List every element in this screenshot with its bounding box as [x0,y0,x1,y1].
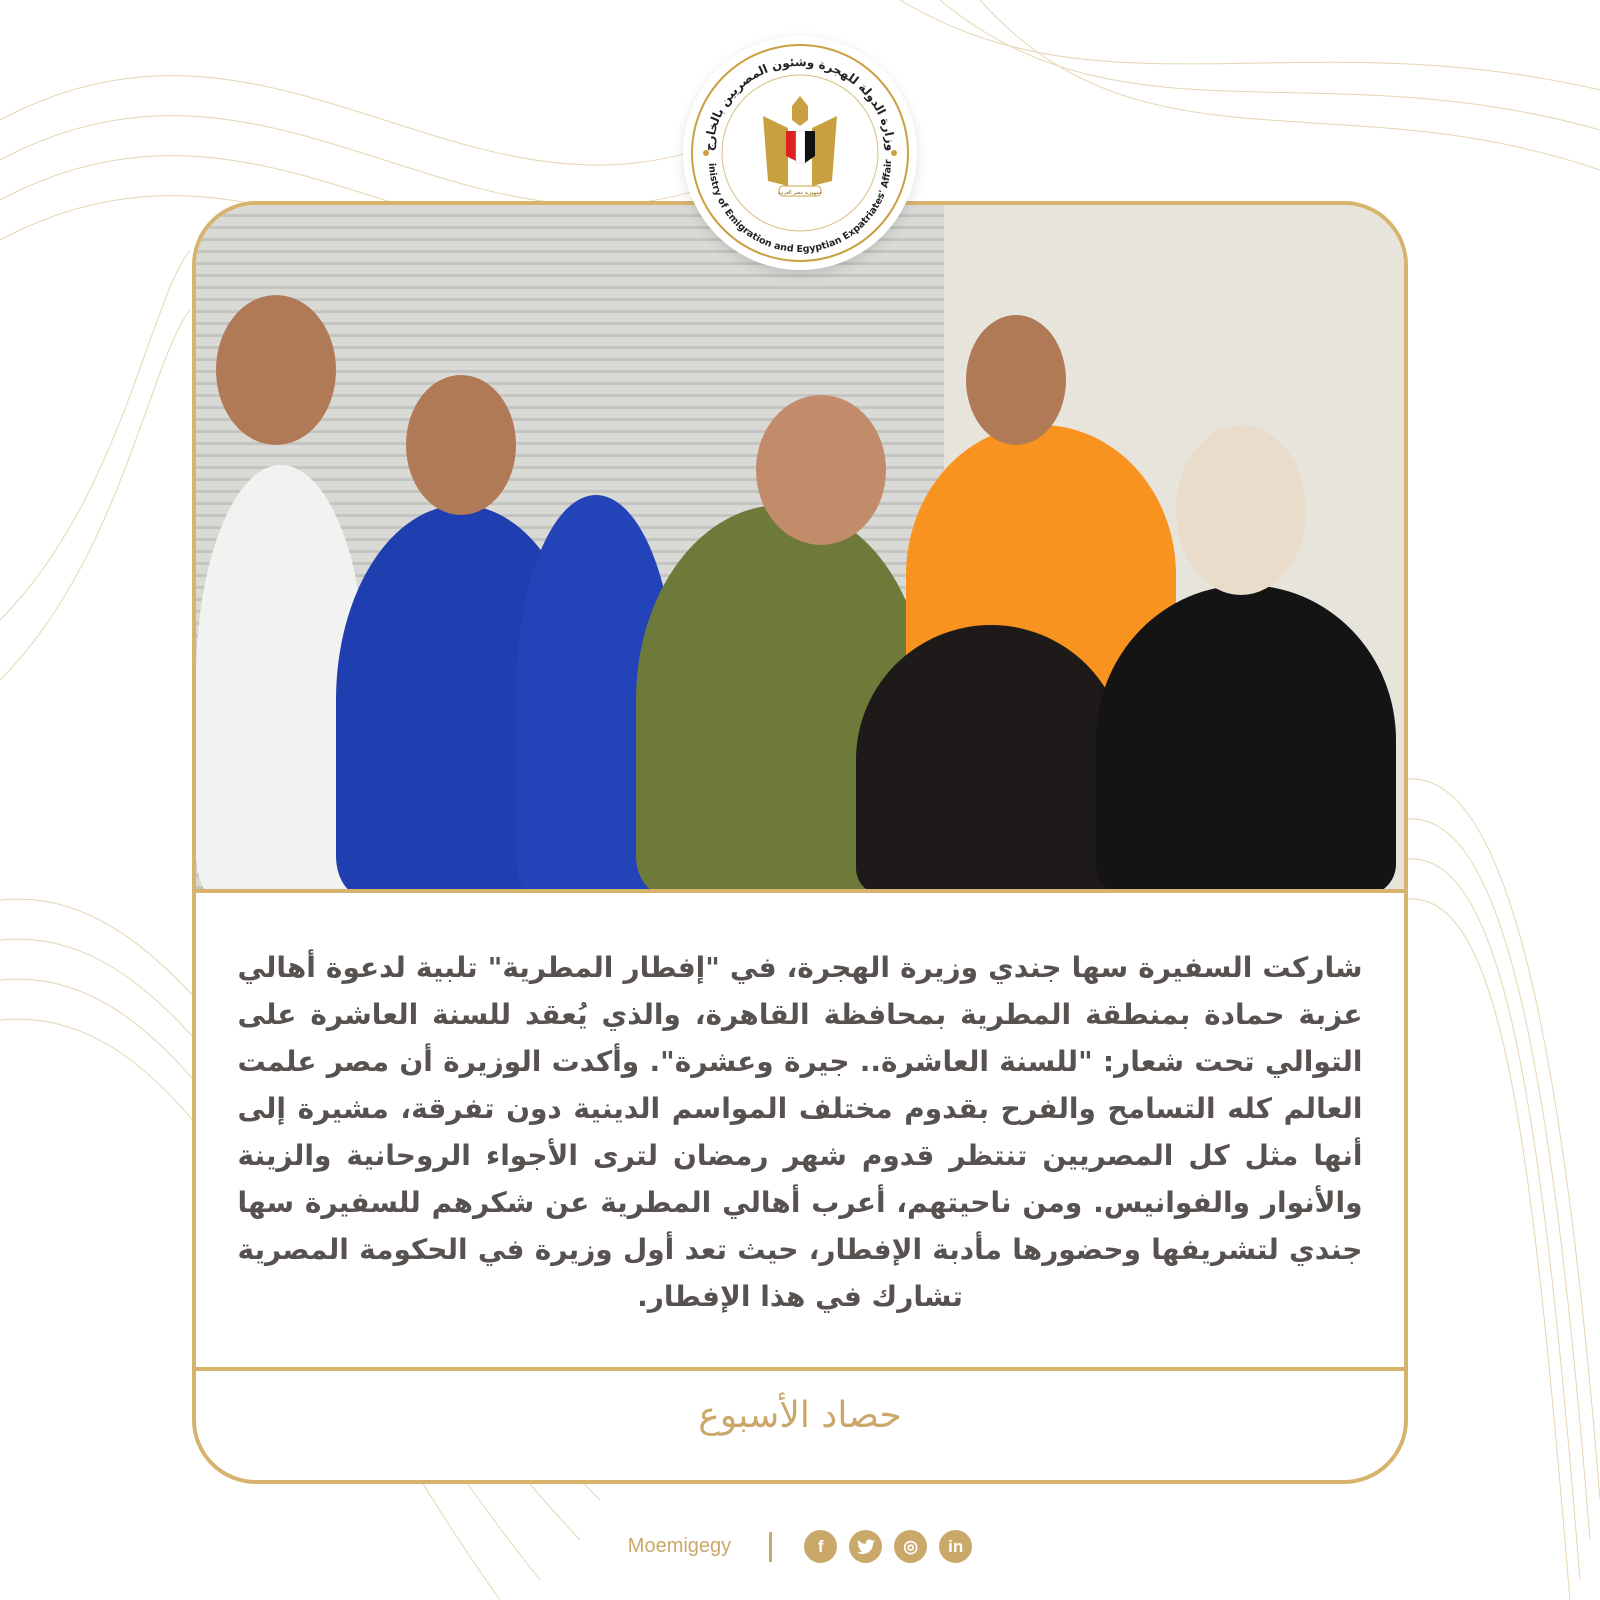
ministry-logo [683,36,917,270]
instagram-icon[interactable]: ◎ [894,1530,927,1563]
article-body: شاركت السفيرة سها جندي وزيرة الهجرة، في "إفطار المطرية" تلبية لدعوة أهالي عزبة حمادة بمنطقة المطرية بمحافظة القاهرة، والذي يُعقد للسنة العاشرة على التوالي تحت شعار: "للسنة العاشرة.. جيرة وعشرة". وأكدت الوزيرة أن مصر علمت العالم كله التسامح والفرح بقدوم مختلف المواسم الدينية دون تفرقة، مشيرة إلى أنها مثل كل المصريين تنتظر قدوم شهر رمضان لترى الأجواء الروحانية والزينة والأنوار والفوانيس. ومن ناحيتهم، أعرب أهالي المطرية عن شكرهم للسفيرة سها جندي لتشريفها وحضورها مأدبة الإفطار، حيث تعد أول وزيرة في الحكومة المصرية تشارك في هذا الإفطار. [237,951,1363,1313]
linkedin-icon[interactable]: in [939,1530,972,1563]
photo-face [216,295,336,445]
logo-arabic-name: وزارة الدولة للهجرة وشئون المصريين بالخارج [701,54,899,152]
logo-english-name: inistry of Emigration and Egyptian Expatriates' Affairs [706,159,895,256]
event-photo [196,205,1404,893]
photo-face [756,395,886,545]
divider [196,1367,1404,1371]
photo-face [966,315,1066,445]
article-text-area [196,897,1404,1367]
news-card [192,201,1408,1484]
emblem-caption: جمهورية مصر العربية [778,190,822,196]
footer-separator [769,1532,772,1562]
photo-face [406,375,516,515]
section-title: حصاد الأسبوع [698,1395,902,1436]
facebook-icon[interactable]: f [804,1530,837,1563]
photo-person [1096,585,1396,893]
eagle-emblem-icon [763,96,837,196]
photo-face [1176,425,1306,595]
footer [0,1530,1600,1563]
twitter-icon[interactable] [849,1530,882,1563]
photo-person [856,625,1126,893]
social-handle[interactable]: Moemigegy [627,1535,732,1557]
